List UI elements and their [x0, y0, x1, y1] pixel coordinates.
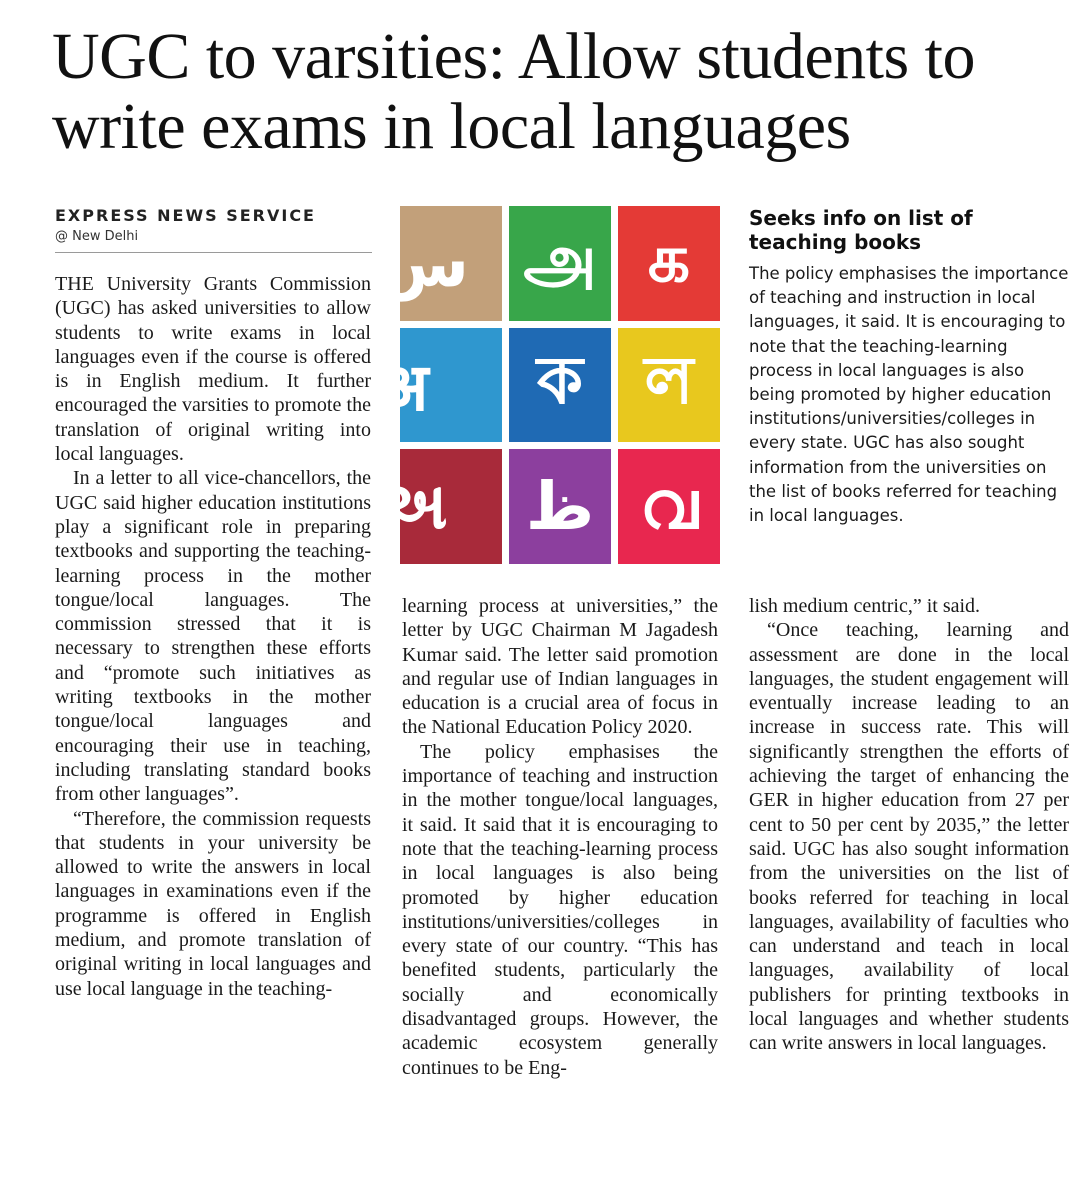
article-paragraph: learning process at universities,” the letter by UGC Chairman M Jagadesh Kumar said. The letter said promotion and regular use of Indian languages in education is a crucial area of focus in the National Education Policy 2020.: [402, 595, 718, 739]
script-tile: س: [400, 206, 502, 321]
article-paragraph: “Therefore, the commission requests that students in your university be allowed to write the answers in local languages in examinations even if the programme is offered in English medium, and promote translation of original writing in local languages and use local language in the teaching-: [55, 807, 371, 1000]
script-tile: अ: [400, 328, 502, 443]
sidebar-box: [749, 206, 1071, 528]
headline: UGC to varsities: Allow students to write exams in local languages: [52, 20, 975, 163]
script-tile: ল: [618, 328, 720, 443]
article-paragraph: The policy emphasises the importance of teaching and instruction in the mother tongue/local languages, it said. It said that it is encouraging to note that the teaching-learning process in local languages is also being promoted by higher education institutions/universities/colleges in every state of our country. “This has benefited students, particularly the socially and economically disadvantaged groups. However, the academic ecosystem generally continues to be Eng-: [402, 740, 718, 1079]
script-tile: ক: [509, 328, 611, 443]
article-paragraph: lish medium centric,” it said.: [749, 595, 981, 617]
script-tile: અ: [400, 449, 502, 564]
script-tile: ظ: [509, 449, 611, 564]
article-column-1: [55, 272, 371, 1001]
script-tile: க: [618, 206, 720, 321]
byline: [55, 206, 372, 253]
article-paragraph: “Once teaching, learning and assessment are done in the local languages, the student engagement will eventually increase leading to an increase in success rate. This will significantly strengthen the efforts of achieving the target of enhancing the GER in higher education from 27 per cent to 50 per cent by 2035,” the letter said. UGC has also sought information from the universities on the list of books referred for teaching in local languages, availability of faculties who can understand and teach in local languages, availability of local publishers for printing textbooks in local languages and whether students can write answers in local languages.: [749, 619, 1069, 1055]
languages-illustration: [378, 206, 720, 564]
sidebar-heading: Seeks info on list of teaching books: [749, 206, 973, 254]
script-tile: அ: [509, 206, 611, 321]
article-column-2: [402, 594, 718, 1080]
sidebar-text: The policy emphasises the importance of teaching and instruction in local languages, it said. It is encouraging to note that the teaching-learning process in local languages is also being promoted by higher education institutions/universities/colleges in every state. UGC has also sought information from the universities on the list of books referred for teaching in local languages.: [749, 264, 1069, 526]
script-tile: വ: [618, 449, 720, 564]
article-paragraph: In a letter to all vice-chancellors, the UGC said higher education institutions play a significant role in preparing textbooks and supporting the teaching-learning process in the mother tongue/local languages. The commission stressed that it is necessary to strengthen these efforts and “promote such initiatives as writing textbooks in the mother tongue/local languages and encouraging their use in teaching, including translating standard books from other languages”.: [55, 467, 371, 806]
byline-agency: EXPRESS NEWS SERVICE: [55, 206, 316, 225]
article-column-3: [749, 594, 1069, 1056]
article-paragraph: THE University Grants Commission (UGC) has asked universities to allow students to write exams in local languages even if the course is offered is in English medium. It further encouraged the varsities to promote the translation of original writing into local languages.: [55, 273, 371, 466]
byline-divider: [55, 252, 372, 253]
dateline: @ New Delhi: [55, 229, 139, 244]
